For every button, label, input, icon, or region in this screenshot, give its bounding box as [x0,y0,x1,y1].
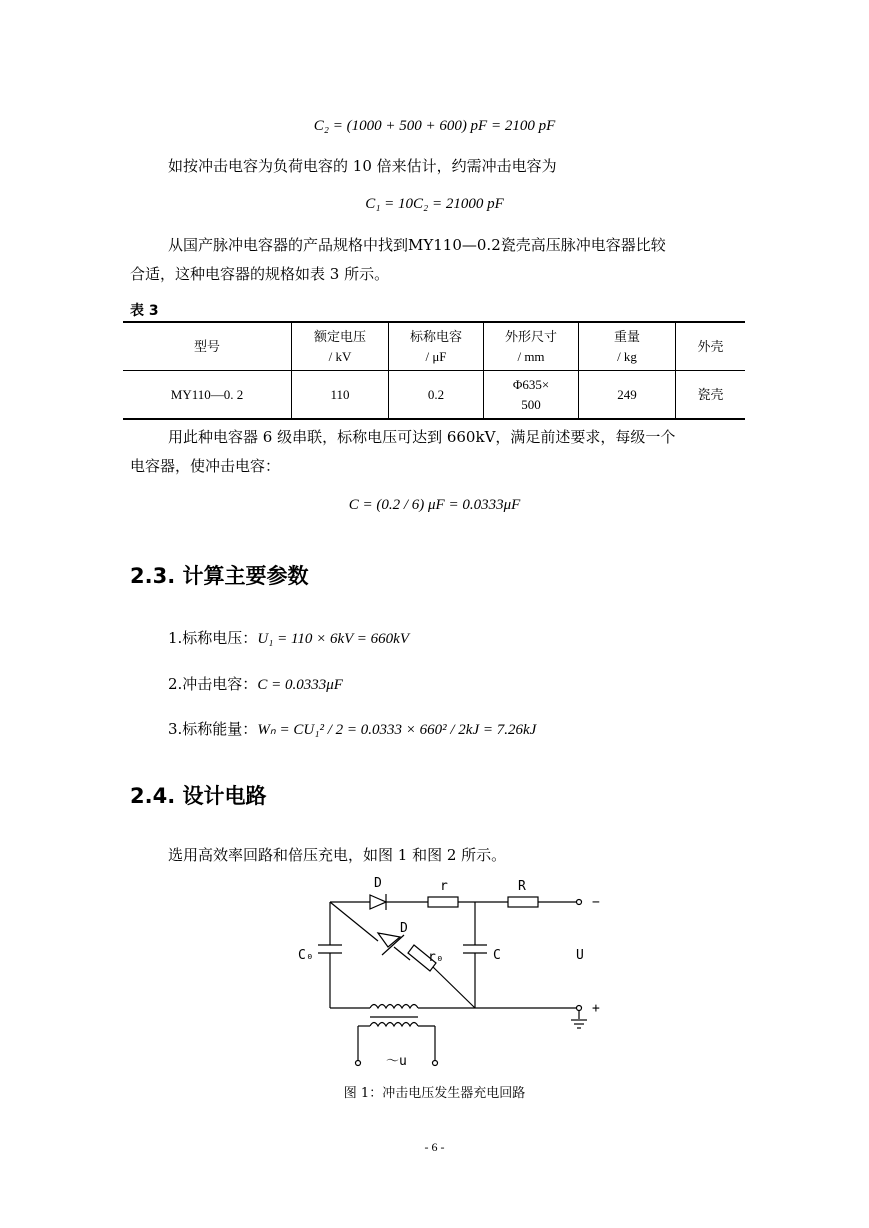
paragraph-product-line1: 从国产脉冲电容器的产品规格中找到MY110—0.2瓷壳高压脉冲电容器比较 [168,236,666,254]
table-row [123,371,745,420]
paragraph-series-line1: 用此种电容器 6 级串联，标称电压可达到 660kV，满足前述要求，每级一个 [168,428,676,446]
figure-caption: 图 1：冲击电压发生器充电回路 [343,1086,526,1101]
param-capacitance [168,673,343,694]
param-voltage [168,627,409,648]
page-number: - 6 - [424,1140,445,1154]
label-D-top: D [374,876,382,891]
label-plus: + [592,1001,600,1016]
diode-top-symbol [370,895,386,909]
source-terminal-left [356,1061,361,1066]
header-capacitance [389,322,484,371]
equation-c1: C₁ = 10C₂ = 21000 pF [365,196,504,212]
label-C: C [493,948,501,963]
cell-size-line1: Φ635× [512,376,550,392]
header-shell [676,322,746,371]
label-D-diagonal: D [400,921,408,936]
header-model [123,322,292,371]
header-weight-label: 重量 [613,328,640,344]
header-voltage-unit: / kV [328,348,352,364]
header-shell-label: 外壳 [697,338,724,354]
header-size [484,322,579,371]
label-minus: − [592,895,600,910]
cell-size-line2: 500 [521,396,541,412]
paragraph-series-line2: 电容器，使冲击电容： [130,457,281,475]
transformer-primary [370,1023,418,1027]
header-capacitance-unit: / μF [425,348,447,364]
header-voltage-label: 额定电压 [313,328,366,344]
cell-weight: 249 [579,371,676,420]
terminal-minus [577,900,582,905]
paragraph-circuit-choice: 选用高效率回路和倍压充电，如图 1 和图 2 所示。 [168,846,507,864]
resistor-r-symbol [428,897,458,907]
header-model-label: 型号 [193,338,220,354]
table-header-row [123,322,745,371]
label-U: U [576,948,584,963]
equation-c2: C₂ = (1000 + 500 + 600) pF = 2100 pF [313,118,556,134]
label-source: ～u [386,1054,407,1069]
cell-shell: 瓷壳 [676,371,746,420]
equation-c: C = (0.2 / 6) μF = 0.0333μF [348,497,521,513]
table-caption: 表 3 [130,303,159,319]
header-weight-unit: / kg [617,348,637,364]
header-size-unit: / mm [517,348,545,364]
header-weight [579,322,676,371]
header-capacitance-label: 标称电容 [409,328,462,344]
cell-size [484,371,579,420]
label-r: r [440,879,448,894]
cell-model: MY110—0. 2 [123,371,292,420]
section-heading-2-3: 2.3. 计算主要参数 [130,564,309,588]
capacitor-spec-table [123,321,745,420]
label-R: R [518,879,526,894]
section-heading-2-4: 2.4. 设计电路 [130,784,267,808]
source-terminal-right [433,1061,438,1066]
header-voltage [292,322,389,371]
param-energy-label: 3.标称能量： [168,720,258,738]
param-capacitance-label: 2.冲击电容： [168,675,258,693]
param-energy-formula: Wₙ = CU₁² / 2 = 0.0333 × 660² / 2kJ = 7.26kJ [257,722,537,738]
cell-capacitance: 0.2 [389,371,484,420]
header-size-label: 外形尺寸 [504,328,557,344]
cell-voltage: 110 [292,371,389,420]
charging-circuit-diagram [290,865,620,1075]
param-capacitance-formula: C = 0.0333μF [257,677,343,693]
terminal-plus [577,1006,582,1011]
label-r0: r₀ [428,950,444,965]
param-voltage-label: 1.标称电压： [168,629,258,647]
diode-diagonal-symbol [378,933,400,947]
param-voltage-formula: U₁ = 110 × 6kV = 660kV [257,631,409,647]
paragraph-product-line2: 合适，这种电容器的规格如表 3 所示。 [130,265,390,283]
resistor-R-symbol [508,897,538,907]
paragraph-estimate: 如按冲击电容为负荷电容的 10 倍来估计，约需冲击电容为 [168,157,557,175]
param-energy [168,718,536,739]
label-C0: C₀ [298,948,314,963]
transformer-secondary [370,1005,418,1009]
